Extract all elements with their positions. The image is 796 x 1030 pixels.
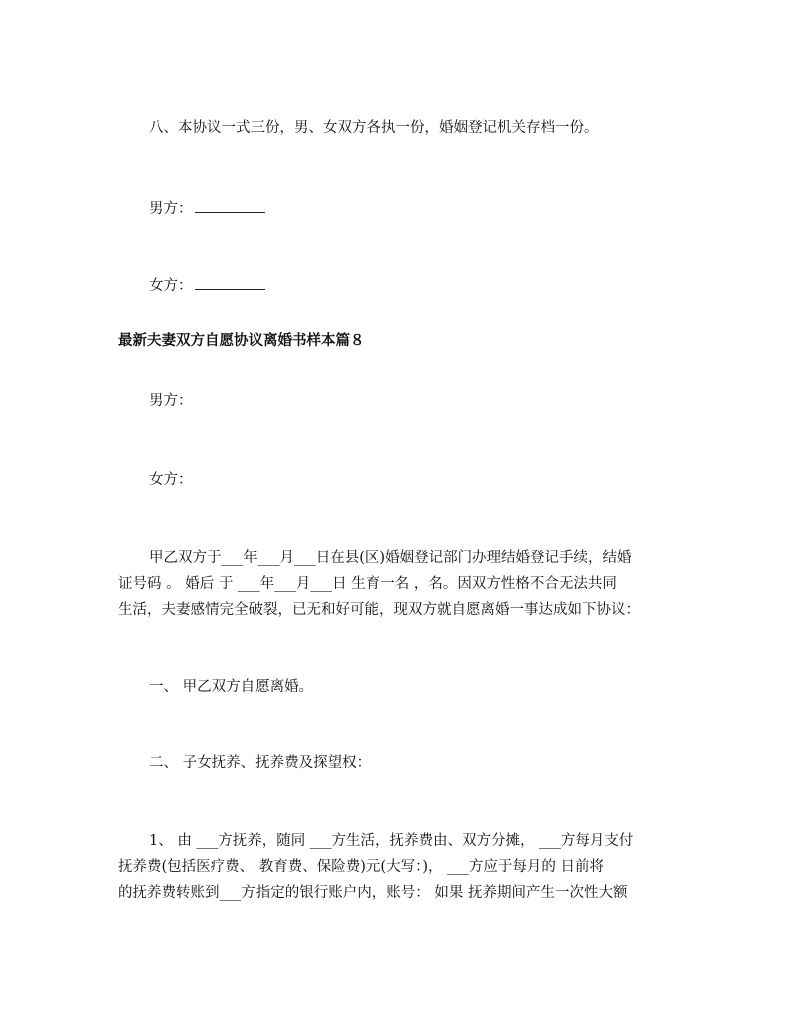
male-signature-line (118, 196, 688, 222)
item-2: 二、 子女抚养、抚养费及探望权： (149, 755, 372, 771)
female-signature-line (118, 273, 688, 299)
party-female-label: 女方： (149, 472, 193, 488)
male-signature-label: 男方： (149, 201, 193, 217)
intro-line-2: 证号码 。 婚后 于 ___年___月___日 生育一名 ，名。因双方性格不合无法共同 (118, 576, 617, 592)
item-1: 一、 甲乙双方自愿离婚。 (149, 679, 314, 695)
section-title: 最新夫妻双方自愿协议离婚书样本篇８ (118, 333, 365, 349)
sub-item-1-line-3: 的抚养费转账到___方指定的银行账户内，账号： 如果 抚养期间产生一次性大额 (118, 885, 628, 901)
female-signature-label: 女方： (149, 278, 193, 294)
party-male-label: 男方： (149, 393, 193, 409)
female-signature-blank (195, 275, 265, 290)
sub-item-1-line-2: 抚养费(包括医疗费、 教育费、保险费)元(大写：)， ___方应于每月的 日前将 (118, 859, 604, 875)
intro-line-3: 生活，夫妻感情完全破裂，已无和好可能，现双方就自愿离婚一事达成如下协议： (118, 602, 640, 618)
sub-item-1-line-1: 1、 由 ___方抚养，随同 ___方生活，抚养费由、双方分摊， ___方每月支付 (149, 833, 634, 849)
clause-8-paragraph: 八、本协议一式三份，男、女双方各执一份，婚姻登记机关存档一份。 (149, 120, 599, 136)
male-signature-blank (195, 198, 265, 213)
intro-line-1: 甲乙双方于___年___月___日在县(区)婚姻登记部门办理结婚登记手续，结婚 (149, 550, 632, 566)
